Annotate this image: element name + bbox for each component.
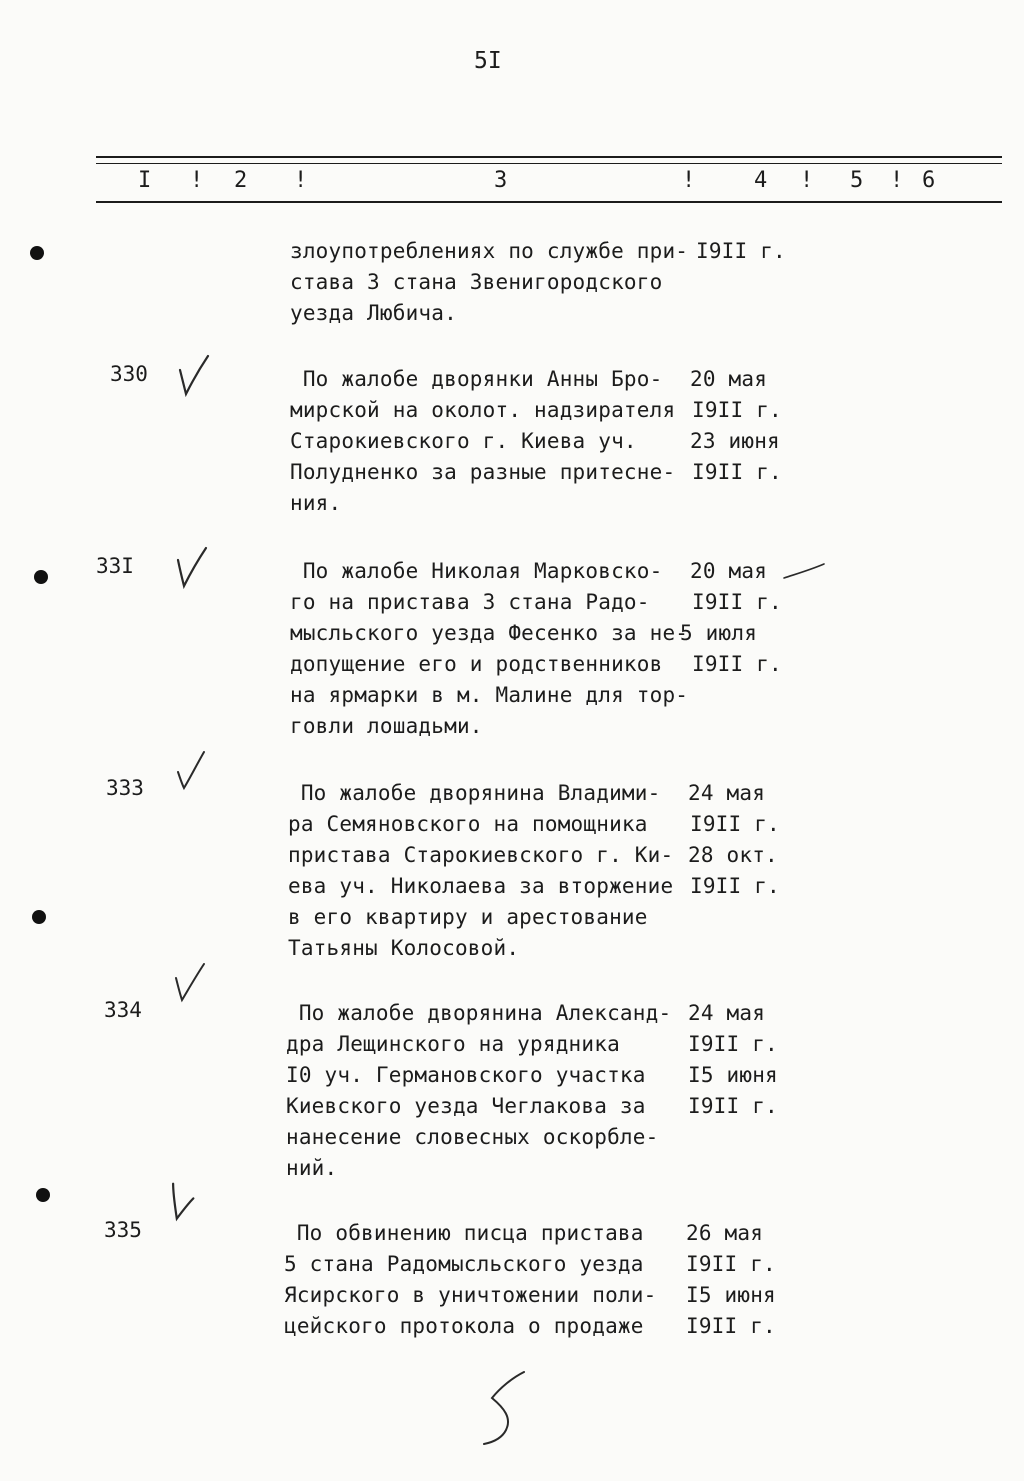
punch-hole bbox=[32, 910, 46, 924]
entry-description-line: мирской на околот. надзирателя bbox=[290, 398, 676, 422]
entry-description-line: ния. bbox=[290, 491, 342, 515]
entry-description-line: дра Лещинского на урядника bbox=[286, 1032, 620, 1056]
header-rule-inner bbox=[96, 163, 1002, 164]
entry-date-line: I9II г. bbox=[692, 398, 782, 422]
entry-date-line: 20 мая bbox=[690, 559, 768, 583]
entry-date-line: I5 июня bbox=[686, 1283, 776, 1307]
entry-description-line: говли лошадьми. bbox=[290, 714, 483, 738]
entry-date-line: 24 мая bbox=[688, 781, 766, 805]
entry-description-line: в его квартиру и арестование bbox=[288, 905, 648, 929]
checkmark-icon bbox=[166, 1180, 206, 1226]
entry-number: 330 bbox=[110, 362, 148, 386]
entry-description-line: допущение его и родственников bbox=[290, 652, 663, 676]
entry-date-line: I9II г. bbox=[686, 1252, 776, 1276]
entry-description-line: ний. bbox=[286, 1156, 338, 1180]
header-rule-bottom bbox=[96, 201, 1002, 203]
entry-date-line: I9II г. bbox=[692, 460, 782, 484]
handwritten-mark bbox=[474, 1368, 534, 1452]
entry-number: 33I bbox=[96, 554, 134, 578]
entry-description-line: По жалобе дворянина Александ- bbox=[286, 1001, 672, 1025]
entry-date-line: I9II г. bbox=[690, 874, 780, 898]
entry-description-line: По жалобе дворянки Анны Бро- bbox=[290, 367, 663, 391]
column-header-3: 3 bbox=[494, 168, 508, 193]
entry-date-line: I9II г. bbox=[688, 1032, 778, 1056]
column-header-5: 5 bbox=[850, 168, 864, 193]
column-separator: ! bbox=[890, 168, 904, 193]
entry-date-line: 5 июля bbox=[680, 621, 758, 645]
entry-number: 333 bbox=[106, 776, 144, 800]
punch-hole bbox=[34, 570, 48, 584]
column-separator: ! bbox=[682, 168, 696, 193]
column-header-2: 2 bbox=[234, 168, 248, 193]
entry-description-line: По жалобе Николая Марковско- bbox=[290, 559, 663, 583]
entry-date-line: I9II г. bbox=[692, 652, 782, 676]
checkmark-icon bbox=[172, 750, 212, 796]
punch-hole bbox=[36, 1188, 50, 1202]
entry-date-line: 28 окт. bbox=[688, 843, 778, 867]
entry-description-line: Старокиевского г. Киева уч. bbox=[290, 429, 637, 453]
entry-date-line: I5 июня bbox=[688, 1063, 778, 1087]
entry-description-line: Ясирского в уничтожении поли- bbox=[284, 1283, 657, 1307]
entry-description-line: пристава Старокиевского г. Ки- bbox=[288, 843, 674, 867]
entry-number: 334 bbox=[104, 998, 142, 1022]
column-header-4: 4 bbox=[754, 168, 768, 193]
entry-date-line: I9II г. bbox=[688, 1094, 778, 1118]
column-separator: ! bbox=[190, 168, 204, 193]
column-separator: ! bbox=[294, 168, 308, 193]
punch-hole bbox=[30, 246, 44, 260]
checkmark-icon bbox=[172, 352, 212, 398]
entry-description-line: злоупотреблениях по службе при- bbox=[290, 239, 689, 263]
entry-description-line: По жалобе дворянина Владими- bbox=[288, 781, 661, 805]
entry-description-line: мысльского уезда Фесенко за не- bbox=[290, 621, 689, 645]
entry-date-line: 20 мая bbox=[690, 367, 768, 391]
entry-description-line: По обвинению писца пристава bbox=[284, 1221, 644, 1245]
entry-description-line: ра Семяновского на помощника bbox=[288, 812, 648, 836]
entry-description-line: ева уч. Николаева за вторжение bbox=[288, 874, 674, 898]
entry-description-line: става 3 стана Звенигородского bbox=[290, 270, 663, 294]
entry-description-line: уезда Любича. bbox=[290, 301, 457, 325]
entry-description-line: го на пристава 3 стана Радо- bbox=[290, 590, 650, 614]
pencil-dash-mark bbox=[782, 560, 826, 582]
entry-description-line: нанесение словесных оскорбле- bbox=[286, 1125, 659, 1149]
checkmark-icon bbox=[170, 544, 210, 590]
entry-number: 335 bbox=[104, 1218, 142, 1242]
entry-date-line: I9II г. bbox=[686, 1314, 776, 1338]
column-separator: ! bbox=[800, 168, 814, 193]
header-rule-top bbox=[96, 156, 1002, 158]
entry-description-line: цейского протокола о продаже bbox=[284, 1314, 644, 1338]
entry-description-line: на ярмарки в м. Малине для тор- bbox=[290, 683, 689, 707]
checkmark-icon bbox=[170, 962, 210, 1008]
column-header-6: 6 bbox=[922, 168, 936, 193]
entry-description-line: 5 стана Радомысльского уезда bbox=[284, 1252, 644, 1276]
entry-date-line: 24 мая bbox=[688, 1001, 766, 1025]
entry-date-line: 26 мая bbox=[686, 1221, 764, 1245]
entry-date-line: I9II г. bbox=[690, 812, 780, 836]
entry-date-line: 23 июня bbox=[690, 429, 780, 453]
entry-description-line: Киевского уезда Чеглакова за bbox=[286, 1094, 646, 1118]
entry-date-line: I9II г. bbox=[692, 590, 782, 614]
entry-description-line: Татьяны Колосовой. bbox=[288, 936, 520, 960]
entry-description-line: I0 уч. Германовского участка bbox=[286, 1063, 646, 1087]
entry-date-line: I9II г. bbox=[696, 239, 786, 263]
page-number: 5I bbox=[474, 48, 502, 74]
column-header-1: I bbox=[138, 168, 152, 193]
entry-description-line: Полудненко за разные притесне- bbox=[290, 460, 676, 484]
